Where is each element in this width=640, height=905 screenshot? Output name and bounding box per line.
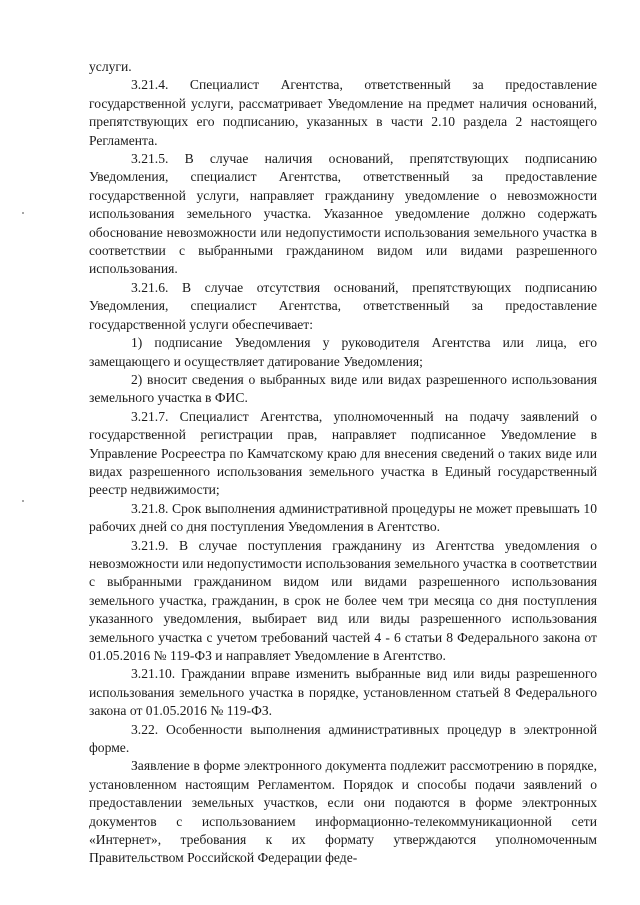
paragraph-3-21-8: 3.21.8. Срок выполнения административной процедуры не может превышать 10 рабочих дней со дня поступления Уведомления в Агентство. <box>89 500 597 535</box>
paragraph-3-21-10: 3.21.10. Граждании вправе изменить выбранные вид или виды разрешенного использования земельного участка в порядке, установленном статьей 8 Федерального закона от 01.05.2016 № 119-ФЗ. <box>89 666 597 719</box>
paragraph-3-21-9: 3.21.9. В случае поступления гражданину из Агентства уведомления о невозможности или недопустимости использования земельного участка в соответствии с выбранными гражданином видом или видами разрешенного использования земельного участка, гражданин, в срок не более чем три месяца со дня поступления указанного уведомления, выбирает вид или виды разрешенного использования земельного участка с учетом требований частей 4 - 6 статьи 8 Федерального закона от 01.05.2016 № 119-ФЗ и направляет Уведомление в Агентство. <box>89 537 597 663</box>
scan-speck <box>22 212 24 214</box>
paragraph-3-22: 3.22. Особенности выполнения административных процедур в электронной форме. <box>89 721 597 756</box>
scan-speck <box>22 500 24 502</box>
list-item-2: 2) вносит сведения о выбранных виде или видах разрешенного использования земельного участка в ФИС. <box>89 371 597 406</box>
paragraph-3-21-6: 3.21.6. В случае отсутствия оснований, препятствующих подписанию Уведомления, специалист Агентства, ответственный за предоставление государственной услуги обеспечивает: <box>89 279 597 332</box>
paragraph-3-21-7: 3.21.7. Специалист Агентства, уполномоченный на подачу заявлений о государственной регистрации прав, направляет подписанное Уведомление в Управление Росреестра по Камчатскому краю для внесения сведений о таких виде или видах разрешенного использования земельного участка в Единый государственный реестр недвижимости; <box>89 408 597 498</box>
paragraph-3-21-5: 3.21.5. В случае наличия оснований, препятствующих подписанию Уведомления, специалист Агентства, ответственный за предоставление государственной услуги, направляет гражданину уведомление о невозможности использования земельного участка. Указанное уведомление должно содержать обоснование невозможности или недопустимости использования земельного участка в соответствии с выбранными гражданином видом или видами разрешенного использования. <box>89 151 597 277</box>
paragraph-3-21-4: 3.21.4. Специалист Агентства, ответственный за предоставление государственной услуги, рассматривает Уведомление на предмет наличия оснований, препятствующих его подписанию, указанных в части 2.10 раздела 2 настоящего Регламента. <box>89 77 597 148</box>
paragraph-continuation: услуги. <box>89 59 132 74</box>
paragraph-electronic-application: Заявление в форме электронного документа подлежит рассмотрению в порядке, установленном настоящим Регламентом. Порядок и способы подачи заявлений о предоставлении земельных участков, если они подаются в форме электронных документов с использованием информационно-телекоммуникационной сети «Интернет», требования к их формату утверждаются уполномоченным Правительством Российской Федерации феде- <box>89 758 597 866</box>
list-item-1: 1) подписание Уведомления у руководителя Агентства или лица, его замещающего и осуществляет датирование Уведомления; <box>89 335 597 369</box>
document-body <box>89 58 597 868</box>
